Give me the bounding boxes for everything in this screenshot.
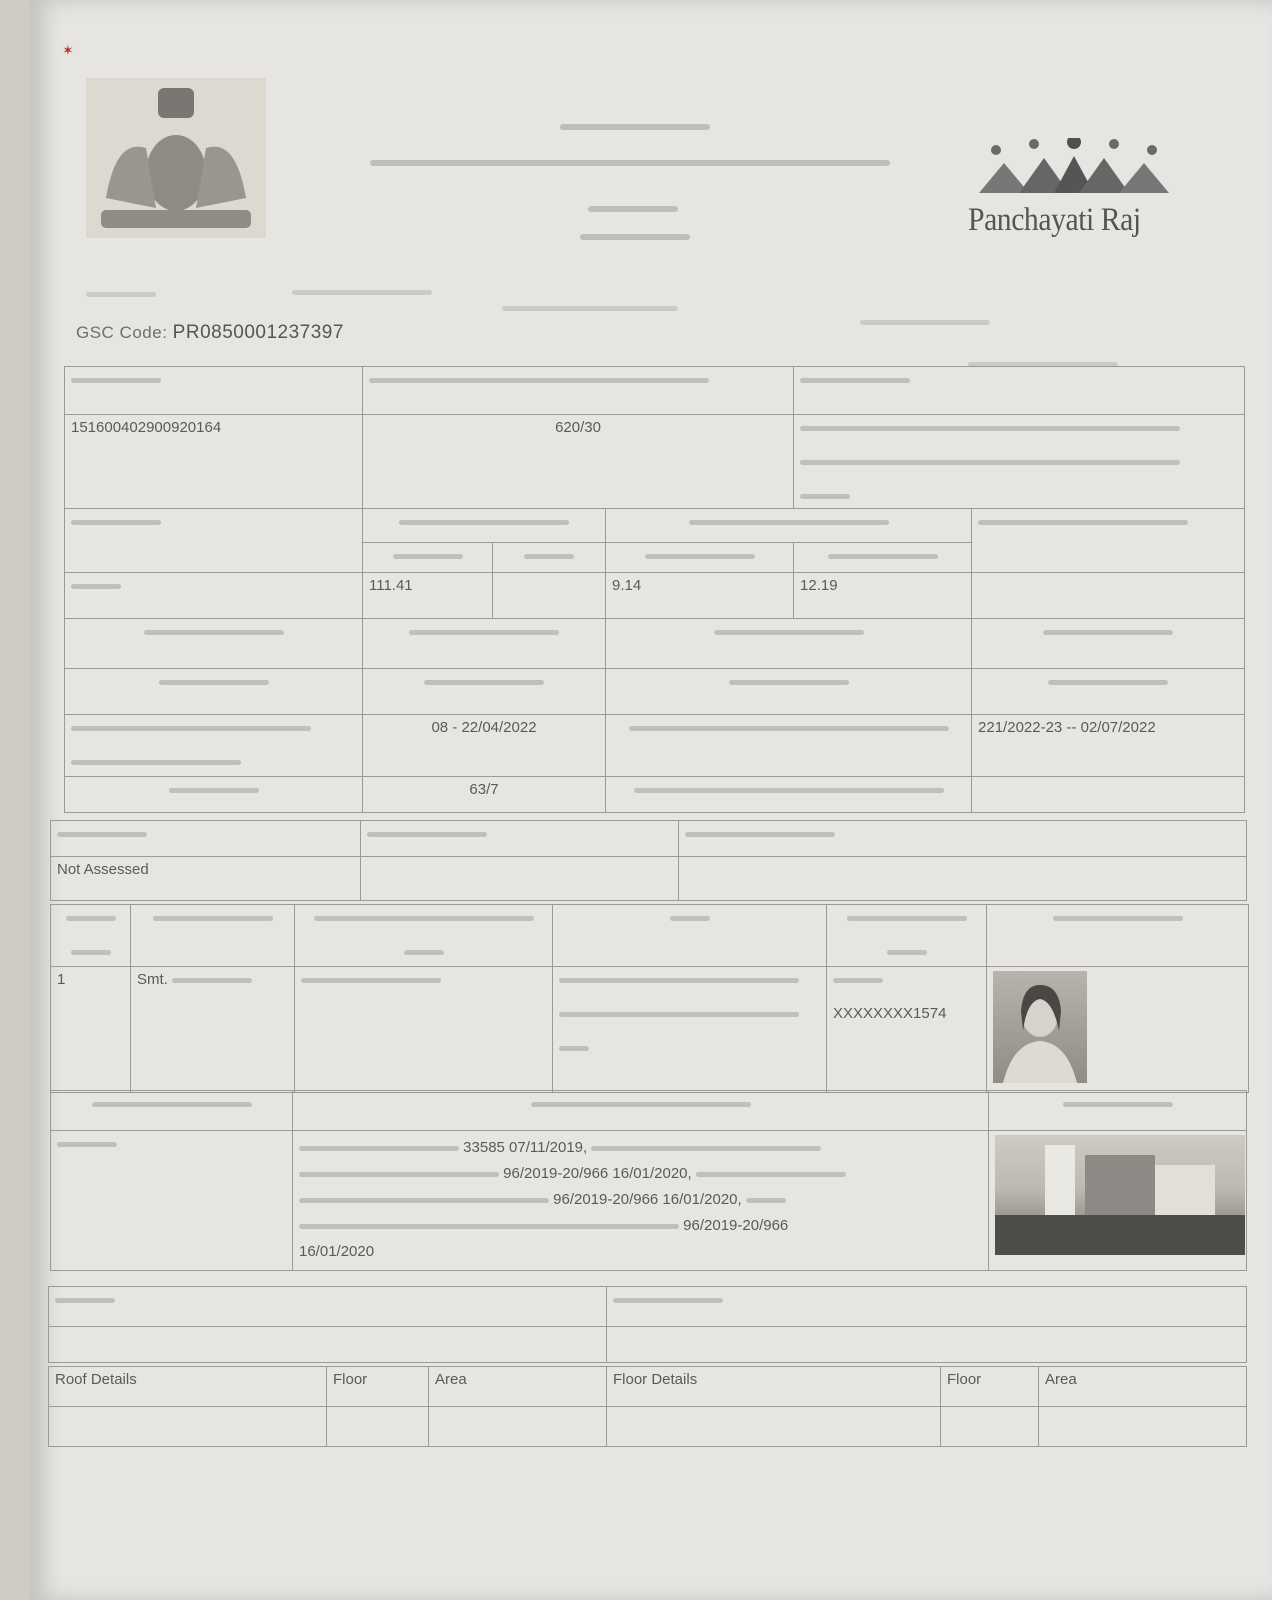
panchayati-raj-logo — [968, 138, 1178, 258]
property-photo — [995, 1135, 1245, 1255]
boundary-east-label — [363, 619, 606, 669]
tax-assessment: Not Assessed — [51, 857, 361, 901]
roof-details-label: Roof Details — [49, 1367, 327, 1407]
tax-label — [51, 821, 361, 857]
tax-paid-label — [679, 821, 1247, 857]
usage-label — [972, 509, 1245, 573]
doc-ref: 96/2019-20/966 16/01/2020, — [503, 1165, 692, 1182]
table-row — [51, 967, 1249, 1093]
floor-value — [941, 1407, 1039, 1447]
roof-row — [49, 1407, 327, 1447]
boundary-north-label — [65, 619, 363, 669]
roof-area — [429, 1407, 607, 1447]
department-header — [360, 108, 920, 258]
documents-label — [293, 1091, 989, 1131]
boundary-south-label — [972, 619, 1245, 669]
floor-area — [1039, 1407, 1247, 1447]
taluk-field — [292, 290, 432, 295]
roof-floor — [327, 1407, 429, 1447]
property-photo-label — [989, 1091, 1247, 1131]
property-type — [65, 573, 363, 619]
acquisition-type — [51, 1131, 293, 1271]
tax-due — [361, 857, 679, 901]
relation-header — [295, 905, 553, 967]
tax-table — [50, 820, 1247, 901]
property-photo-cell — [989, 1131, 1247, 1271]
remarks-label — [49, 1287, 607, 1327]
tax-due-label — [361, 821, 679, 857]
ink-mark: ✶ — [62, 42, 74, 58]
owner-address-header — [553, 905, 827, 967]
floor-details-table — [48, 1366, 1247, 1447]
tax-area-value — [972, 777, 1245, 813]
owner-id-number: XXXXXXXX1574 — [833, 1005, 947, 1022]
owner-photo-header — [987, 905, 1249, 967]
owner-relation — [295, 967, 553, 1093]
survey-number-2: 63/7 — [363, 777, 606, 813]
survey-number: 620/30 — [363, 415, 794, 509]
panchayat-people-icon — [974, 138, 1174, 198]
village-field — [860, 320, 990, 325]
address-label — [794, 367, 1245, 415]
area-value-2 — [493, 573, 606, 619]
district-field — [86, 292, 156, 297]
owner-id — [827, 967, 987, 1093]
survey-label — [363, 367, 794, 415]
remarks-table — [48, 1286, 1247, 1363]
area-unit-label — [363, 543, 493, 573]
dimensions-label — [606, 509, 972, 543]
notes-label — [607, 1287, 1247, 1327]
owner-photo — [993, 971, 1087, 1083]
property-id-label — [65, 367, 363, 415]
boundary-west-label — [606, 619, 972, 669]
doc-ref: 16/01/2020 — [299, 1243, 375, 1260]
gp-resolution: 08 - 22/04/2022 — [363, 715, 606, 777]
area-label — [363, 509, 606, 543]
acquisition-label — [51, 1091, 293, 1131]
serial-header — [51, 905, 131, 967]
floor-details-label: Floor Details — [607, 1367, 941, 1407]
remarks-value — [49, 1327, 607, 1363]
gram-panchayat-field — [502, 306, 678, 311]
owner-address — [553, 967, 827, 1093]
roof-area-header: Area — [429, 1367, 607, 1407]
gsc-code — [76, 322, 344, 344]
doc-ref: 96/2019-20/966 — [683, 1217, 789, 1234]
logo-text: Panchayati Raj — [968, 202, 1141, 238]
ownership-table — [50, 1090, 1247, 1271]
karnataka-emblem-icon — [86, 78, 266, 238]
mutation-label — [606, 715, 972, 777]
owner-name-header — [131, 905, 295, 967]
owner-photo-cell — [987, 967, 1249, 1093]
tax-paid — [679, 857, 1247, 901]
survey-label-2 — [65, 777, 363, 813]
ownership-documents — [293, 1131, 989, 1271]
floor-header: Floor — [941, 1367, 1039, 1407]
property-id: 151600402900920164 — [65, 415, 363, 509]
boundary-west — [606, 669, 972, 715]
gsc-label: GSC Code: — [76, 323, 168, 342]
owners-table — [50, 904, 1249, 1093]
tax-area-label — [606, 777, 972, 813]
property-table — [64, 366, 1245, 813]
floor-area-header: Area — [1039, 1367, 1247, 1407]
property-type-label — [65, 509, 363, 573]
boundary-south — [972, 669, 1245, 715]
east-west-label — [606, 543, 794, 573]
mutation-register: 221/2022-23 -- 02/07/2022 — [972, 715, 1245, 777]
area-value: 111.41 — [363, 573, 493, 619]
north-south-label — [794, 543, 972, 573]
gsc-code-value: PR0850001237397 — [172, 322, 344, 343]
header-line — [560, 124, 710, 130]
boundary-east — [363, 669, 606, 715]
doc-ref: 96/2019-20/966 16/01/2020, — [553, 1191, 742, 1208]
usage-value — [972, 573, 1245, 619]
owner-serial: 1 — [51, 967, 131, 1093]
property-address — [794, 415, 1245, 509]
gp-resolution-label — [65, 715, 363, 777]
header-line — [580, 234, 690, 240]
owner-title: Smt. — [137, 971, 168, 988]
roof-floor-header: Floor — [327, 1367, 429, 1407]
header-line — [370, 160, 890, 166]
doc-ref: 33585 07/11/2019, — [463, 1139, 588, 1156]
north-south-value: 12.19 — [794, 573, 972, 619]
boundary-north — [65, 669, 363, 715]
floor-row — [607, 1407, 941, 1447]
area-unit-label-2 — [493, 543, 606, 573]
id-header — [827, 905, 987, 967]
header-line — [588, 206, 678, 212]
east-west-value: 9.14 — [606, 573, 794, 619]
owner-name — [131, 967, 295, 1093]
notes-value — [607, 1327, 1247, 1363]
